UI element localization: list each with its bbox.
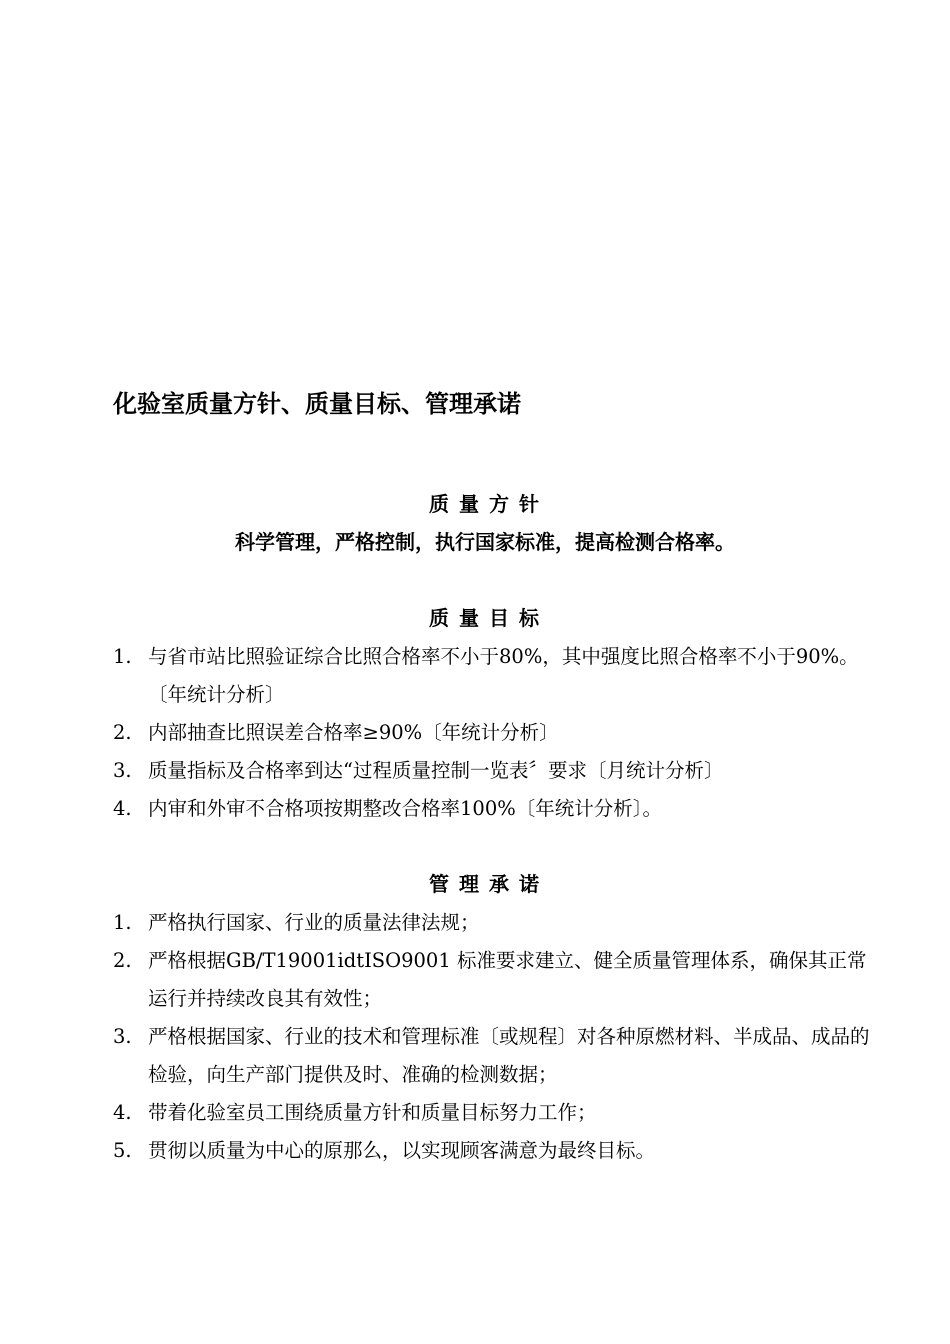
commitment-item-number: 3. [113, 1025, 132, 1048]
objective-item-number: 3. [113, 759, 132, 782]
objective-item-text: 内部抽查比照误差合格率≥90%〔年统计分析〕 [148, 721, 559, 744]
objective-item [113, 714, 873, 752]
commitment-item-text: 带着化验室员工围绕质量方针和质量目标努力工作； [148, 1101, 597, 1124]
commitment-item-text: 严格根据GB/T19001idtISO9001 标准要求建立、健全质量管理体系，确保其正常运行并持续改良其有效性； [148, 949, 867, 1010]
objective-item-number: 1. [113, 645, 132, 668]
quality-policy-heading: 质量方针 [429, 492, 549, 516]
quality-objectives-list [113, 638, 873, 828]
commitment-item [113, 942, 873, 1018]
document-title: 化验室质量方针、质量目标、管理承诺 [113, 390, 521, 418]
objective-item [113, 790, 873, 828]
commitment-item [113, 1132, 873, 1170]
objective-item-text: 与省市站比照验证综合比照合格率不小于80%，其中强度比照合格率不小于90%。〔年统计分析〕 [148, 645, 859, 706]
commitment-item [113, 1018, 873, 1094]
commitment-item-number: 4. [113, 1101, 132, 1124]
management-commitment-list [113, 904, 873, 1170]
objective-item-number: 2. [113, 721, 132, 744]
objective-item-number: 4. [113, 797, 132, 820]
quality-objectives-heading: 质量目标 [429, 606, 549, 630]
objective-item [113, 752, 873, 790]
commitment-item-text: 严格根据国家、行业的技术和管理标准〔或规程〕对各种原燃材料、半成品、成品的检验，向生产部门提供及时、准确的检测数据； [148, 1025, 870, 1086]
objective-item [113, 638, 873, 714]
commitment-item-text: 严格执行国家、行业的质量法律法规； [148, 911, 480, 934]
management-commitment-heading: 管理承诺 [429, 872, 549, 896]
commitment-item [113, 1094, 873, 1132]
objective-item-text: 质量指标及合格率到达“过程质量控制一览表〞要求〔月统计分析〕 [148, 759, 724, 782]
objective-item-text: 内审和外审不合格项按期整改合格率100%〔年统计分析〕。 [148, 797, 662, 820]
commitment-item-number: 2. [113, 949, 132, 972]
quality-policy-text: 科学管理，严格控制，执行国家标准，提高检测合格率。 [235, 530, 735, 554]
commitment-item-number: 5. [113, 1139, 132, 1162]
commitment-item [113, 904, 873, 942]
commitment-item-text: 贯彻以质量为中心的原那么，以实现顾客满意为最终目标。 [148, 1139, 656, 1162]
commitment-item-number: 1. [113, 911, 132, 934]
